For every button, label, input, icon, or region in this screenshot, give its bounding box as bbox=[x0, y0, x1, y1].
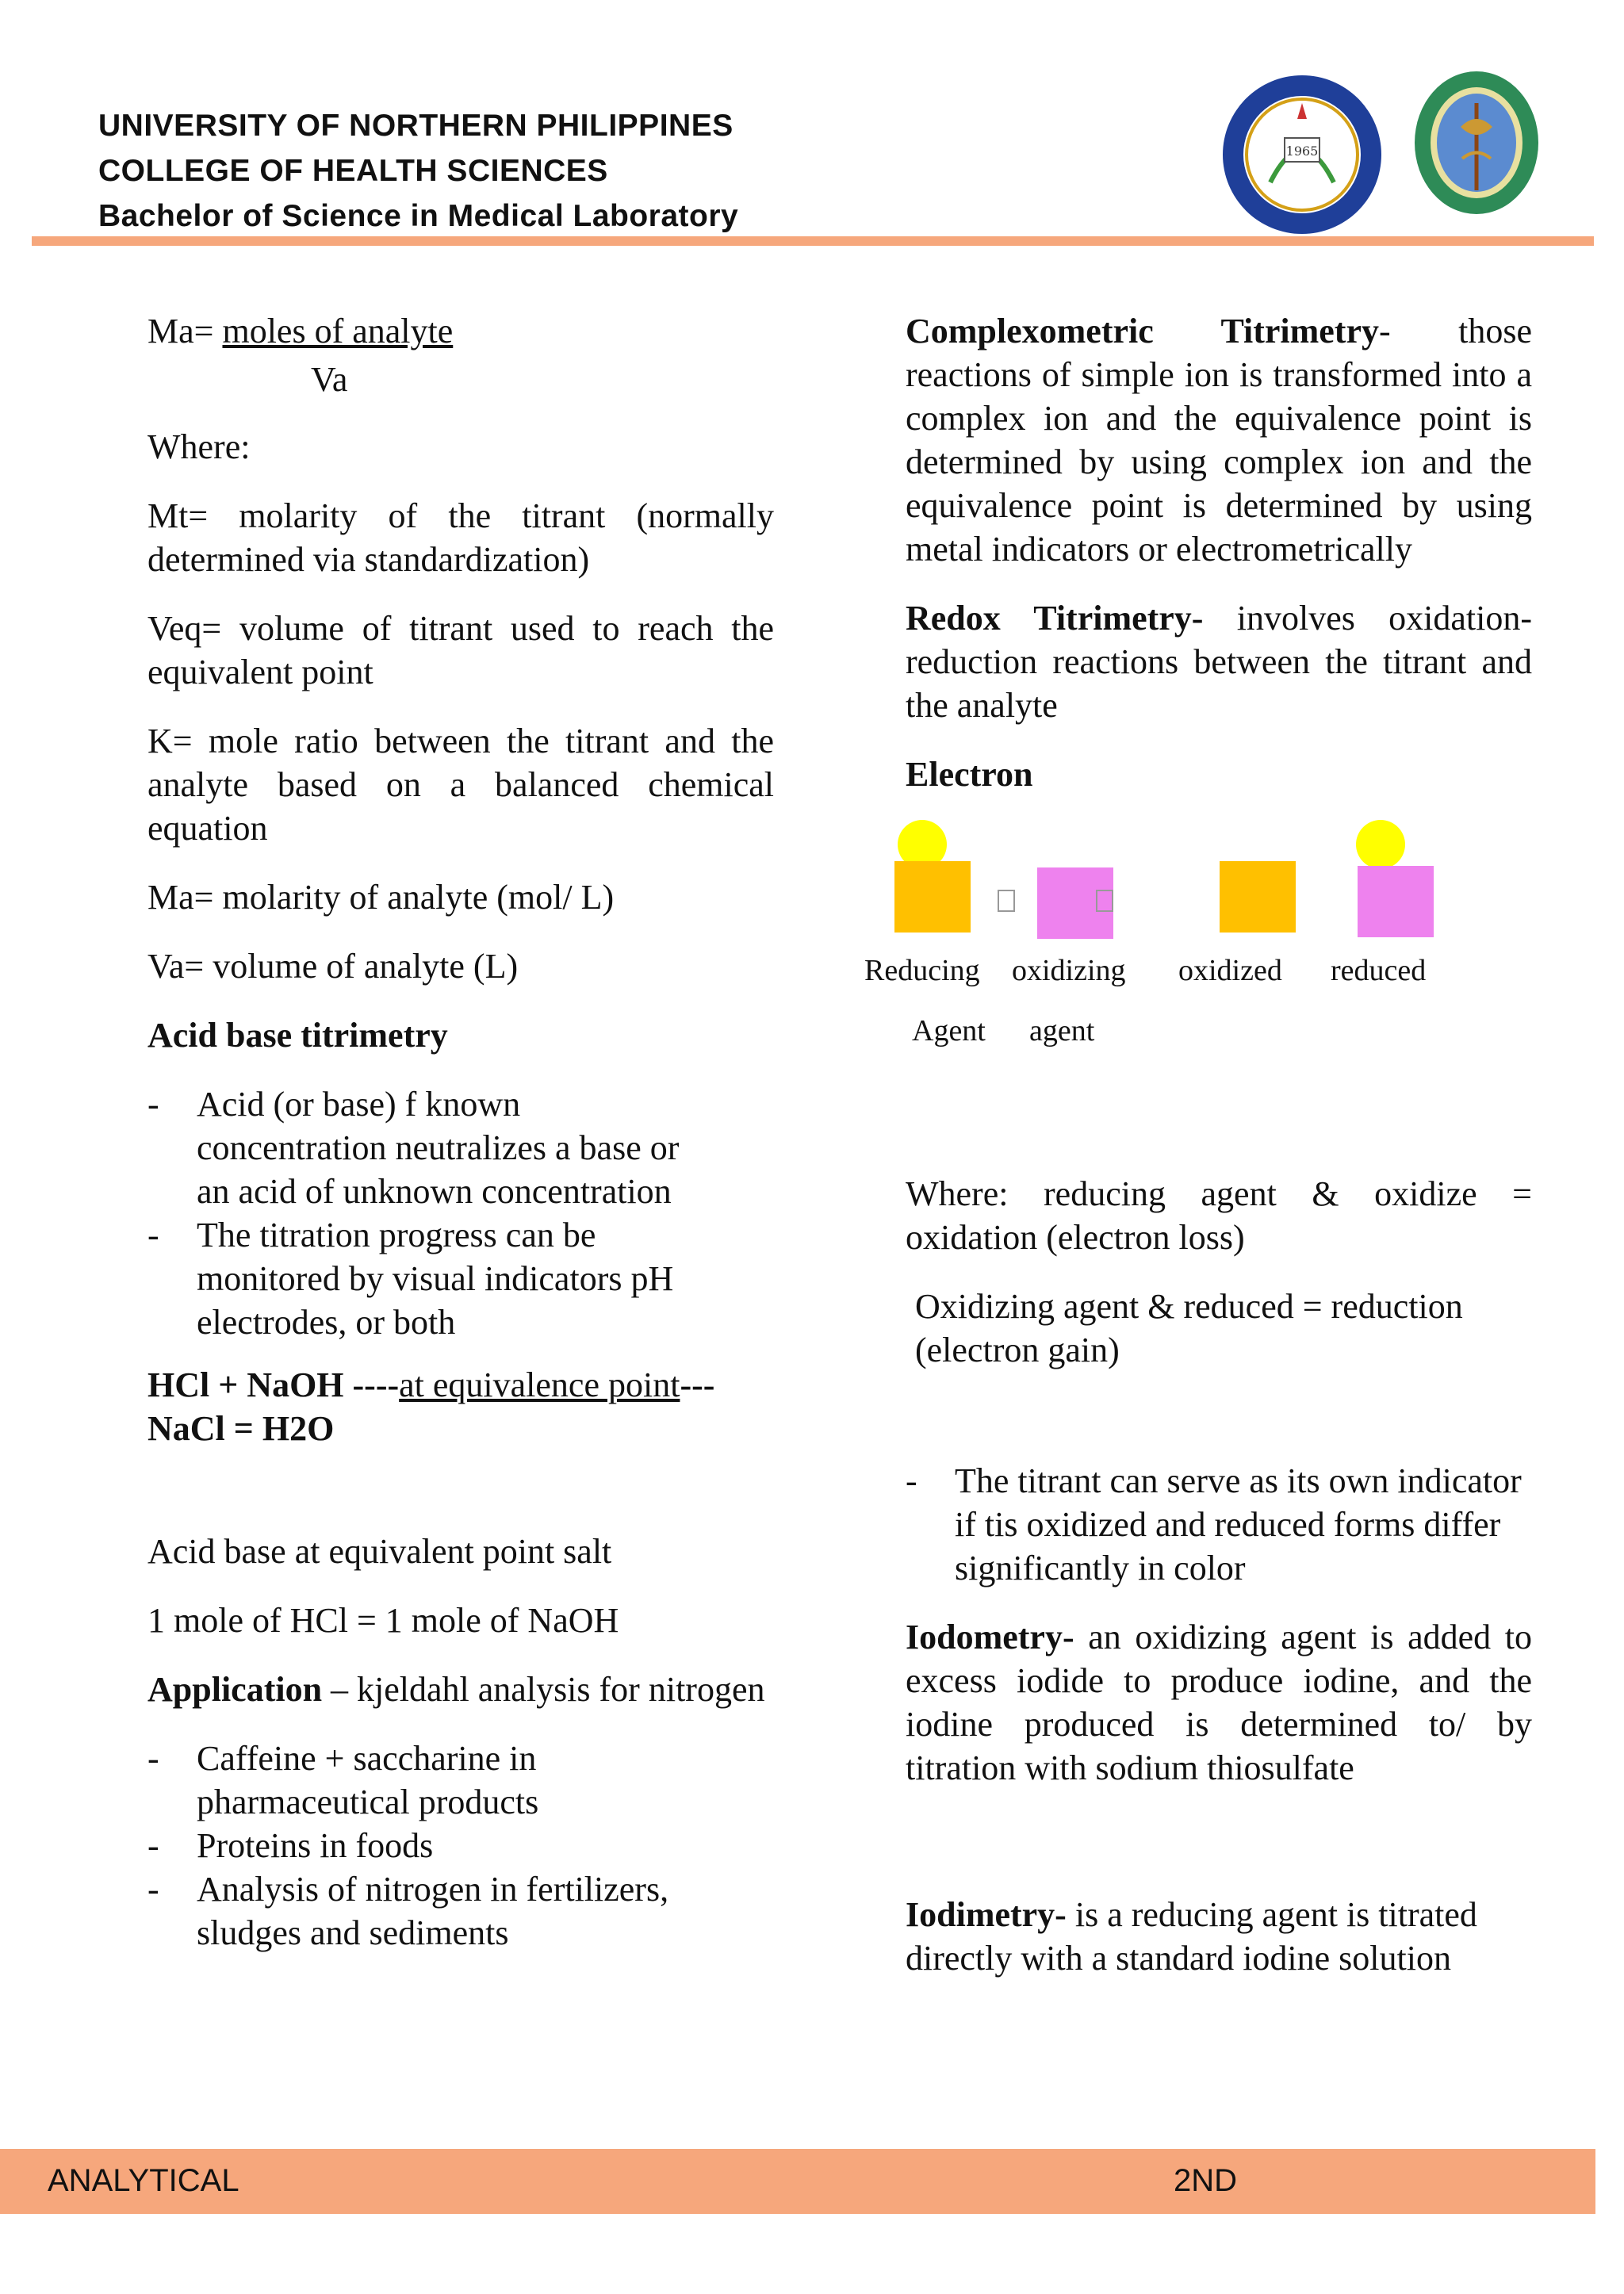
iodimetry-paragraph: Iodimetry- is a reducing agent is titrated directly with a standard iodine solution bbox=[906, 1895, 1477, 1978]
right-column bbox=[864, 309, 1532, 2005]
diagram-label: reduced bbox=[1331, 954, 1427, 987]
list-item: - The titration progress can be monitored by visual indicators pH electrodes, or both bbox=[147, 1216, 674, 1342]
arrow-placeholder-icon bbox=[998, 890, 1015, 912]
diagram-label: Reducing bbox=[864, 954, 980, 987]
application-list bbox=[147, 1737, 718, 1955]
acid-base-heading: Acid base titrimetry bbox=[147, 1016, 448, 1055]
diagram-label: agent bbox=[1029, 1014, 1095, 1047]
mt-definition: Mt= molarity of the titrant (normally determined via standardization) bbox=[147, 496, 774, 579]
where-label: Where: bbox=[147, 427, 251, 466]
ma-formula-denominator: Va bbox=[311, 360, 348, 399]
application-statement: Application – kjeldahl analysis for nitrogen bbox=[147, 1670, 765, 1709]
salt-statement: Acid base at equivalent point salt bbox=[147, 1532, 612, 1571]
diagram-label: Agent bbox=[912, 1014, 986, 1047]
iodometry-paragraph: Iodometry- an oxidizing agent is added to excess iodide to produce iodine, and the iodine produced is determined to/ by titration with sodium thiosulfate bbox=[906, 1618, 1532, 1787]
college-name: COLLEGE OF HEALTH SCIENCES bbox=[98, 154, 608, 188]
left-column bbox=[147, 309, 774, 1955]
ma-definition: Ma= molarity of analyte (mol/ L) bbox=[147, 878, 615, 917]
k-definition: K= mole ratio between the titrant and the analyte based on a balanced chemical equation bbox=[147, 722, 774, 848]
neutralization-equation: HCl + NaOH ----at equivalence point--- NaCl = H2O bbox=[147, 1365, 715, 1448]
page-footer bbox=[0, 2149, 1595, 2214]
footer-subject: ANALYTICAL bbox=[48, 2163, 239, 2198]
electron-heading: Electron bbox=[906, 755, 1033, 794]
diagram-label: oxidizing bbox=[1012, 954, 1126, 987]
electron-transfer-diagram bbox=[864, 810, 1578, 1143]
oxidized-square bbox=[1220, 861, 1296, 933]
list-item: - Caffeine + saccharine in pharmaceutical products bbox=[147, 1739, 539, 1821]
reduction-definition: Oxidizing agent & reduced = reduction (electron gain) bbox=[915, 1287, 1463, 1369]
electron-dot bbox=[1356, 820, 1405, 869]
college-seal-logo bbox=[1405, 63, 1548, 222]
page-header bbox=[98, 103, 738, 239]
university-name: UNIVERSITY OF NORTHERN PHILIPPINES bbox=[98, 109, 733, 143]
arrow-placeholder-icon bbox=[1096, 890, 1113, 912]
acid-base-list bbox=[147, 1082, 718, 1344]
redox-paragraph: Redox Titrimetry- involves oxidation-reduction reactions between the titrant and the analyte bbox=[906, 599, 1532, 725]
list-item: - Analysis of nitrogen in fertilizers, sludges and sediments bbox=[147, 1870, 669, 1952]
diagram-label: oxidized bbox=[1178, 954, 1282, 987]
program-name: Bachelor of Science in Medical Laboratory bbox=[98, 199, 739, 233]
university-seal-logo bbox=[1215, 71, 1389, 238]
list-item: - Acid (or base) f known concentration neutralizes a base or an acid of unknown concentration bbox=[147, 1085, 680, 1211]
header-divider bbox=[32, 236, 1594, 246]
ma-formula: Ma= moles of analyte bbox=[147, 312, 454, 350]
oxidation-definition: Where: reducing agent & oxidize = oxidation (electron loss) bbox=[906, 1174, 1532, 1257]
va-definition: Va= volume of analyte (L) bbox=[147, 947, 519, 986]
complexometric-paragraph: Complexometric Titrimetry- those reactions of simple ion is transformed into a complex ion and the equivalence point is determined by using complex ion and the equivalence point is determined by using metal indicators or electrometrically bbox=[906, 312, 1532, 569]
seal-year: 1965 bbox=[1285, 144, 1319, 159]
mole-statement: 1 mole of HCl = 1 mole of NaOH bbox=[147, 1601, 619, 1640]
footer-semester: 2ND bbox=[1174, 2163, 1238, 2198]
reduced-square bbox=[1358, 866, 1434, 937]
veq-definition: Veq= volume of titrant used to reach the equivalent point bbox=[147, 609, 774, 691]
reducing-agent-square bbox=[894, 861, 971, 933]
list-item: - Proteins in foods bbox=[147, 1826, 434, 1865]
list-item: - The titrant can serve as its own indicator if tis oxidized and reduced forms differ significantly in color bbox=[906, 1461, 1522, 1587]
